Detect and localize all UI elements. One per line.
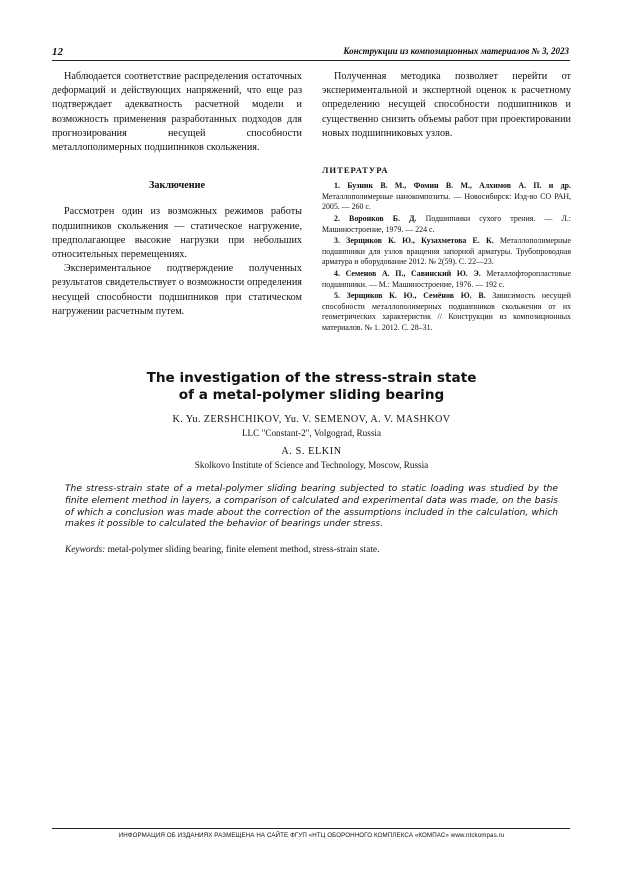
authors-line: K. Yu. ZERSHCHIKOV, Yu. V. SEMENOV, A. V. MASHKOV xyxy=(172,414,451,425)
right-column xyxy=(322,70,571,335)
footer-text: ИНФОРМАЦИЯ ОБ ИЗДАНИЯХ РАЗМЕЩЕНА НА САЙТЕ ФГУП «НТЦ ОБОРОННОГО КОМПЛЕКСА «КОМПАС» www.ntckompas.ru xyxy=(118,832,505,839)
reference-authors: 2. Воронков Б. Д. xyxy=(334,214,417,223)
reference-text: Металлофторопластовые подшипники. — М.: Машиностроение, 1976. — 192 с. xyxy=(322,268,571,289)
body-paragraph: Наблюдается соответствие распределения остаточных деформаций и действующих напряжений, что еще раз подтверждает адекватность расчетной модели и возможность применения разработанных подходов для прогнозирования несущей способности металлополимерных подшипников скольжения. xyxy=(52,71,302,154)
conclusion-heading: Заключение xyxy=(149,180,205,192)
left-column xyxy=(52,70,302,319)
english-title-line: of a metal-polymer sliding bearing xyxy=(178,387,445,403)
reference-text: Металлополимерные нанокомпозиты. — Новосибирск: Изд-во СО РАН, 2005. — 260 с. xyxy=(322,191,571,212)
reference-item xyxy=(322,236,571,268)
authors-line: A. S. ELKIN xyxy=(281,446,342,457)
references-list xyxy=(322,181,571,333)
affiliation-line: LLC "Constant-2", Volgograd, Russia xyxy=(241,428,382,438)
keywords xyxy=(65,544,571,556)
reference-authors: 5. Зерщиков К. Ю., Семёнов Ю. В. xyxy=(334,291,486,301)
reference-item xyxy=(322,181,571,213)
keywords-text: metal-polymer sliding bearing, finite element method, stress-strain state. xyxy=(105,545,380,555)
body-paragraph: Полученная методика позволяет перейти от экспериментальной и экспертной оценок к расчетному определению несущей способности подшипников и существенно снизить объемы работ при проектировании новых подшипниковых узлов. xyxy=(322,71,571,139)
english-abstract: The stress-strain state of a metal-polymer sliding bearing subjected to static loading was studied by the finite element method in layers, a comparison of calculated and experimental data was made, on the basis of which a conclusion was made about the correction of the assumptions included in the calculation, which makes it possible to calculated the behavior of bearings under stress. xyxy=(65,484,558,530)
journal-title: Конструкции из композиционных материалов № 3, 2023 xyxy=(343,46,569,56)
header-rule xyxy=(52,60,570,61)
reference-item xyxy=(322,214,571,235)
reference-item xyxy=(322,269,571,290)
english-title-line: The investigation of the stress-strain state xyxy=(146,370,477,386)
reference-text: Металлополимерные подшипники для узлов вращения запорной арматуры. Трубопроводная арматура и оборудование 2012. № 2(59). С. 22—23. xyxy=(322,236,572,267)
body-paragraph: Экспериментальное подтверждение полученных результатов свидетельствует о возможности определения несущей способности подшипников при статическом нагружении расчетным путем. xyxy=(52,263,302,317)
english-title xyxy=(52,370,571,404)
reference-authors: 3. Зерщиков К. Ю., Кузахметова Е. К. xyxy=(334,236,494,246)
reference-item xyxy=(322,291,571,333)
reference-authors: 1. Бузник В. М., Фомин В. М., Алхимов А. П. и др. xyxy=(334,181,571,191)
references-heading: ЛИТЕРАТУРА xyxy=(322,165,389,176)
footer-rule xyxy=(52,828,570,829)
keywords-label: Keywords: xyxy=(65,545,106,555)
affiliation-line: Skolkovo Institute of Science and Technology, Moscow, Russia xyxy=(194,460,429,470)
reference-text: Зависимость несущей способности металлополимерных подшипников скольжения от их геометрических характеристик // Конструкции из композиционных материалов. № 1. 2012. С. 28–31. xyxy=(322,291,571,332)
reference-authors: 4. Семенов А. П., Савинский Ю. Э. xyxy=(334,268,481,278)
page-number: 12 xyxy=(52,46,63,58)
reference-text: Подшипники сухого трения. — Л.: Машиностроение, 1979. — 224 с. xyxy=(322,214,572,234)
body-paragraph: Рассмотрен один из возможных режимов работы подшипников скольжения — статическое нагружение, предполагающее высокие нагрузки при небольших относительных перемещениях. xyxy=(52,206,302,261)
